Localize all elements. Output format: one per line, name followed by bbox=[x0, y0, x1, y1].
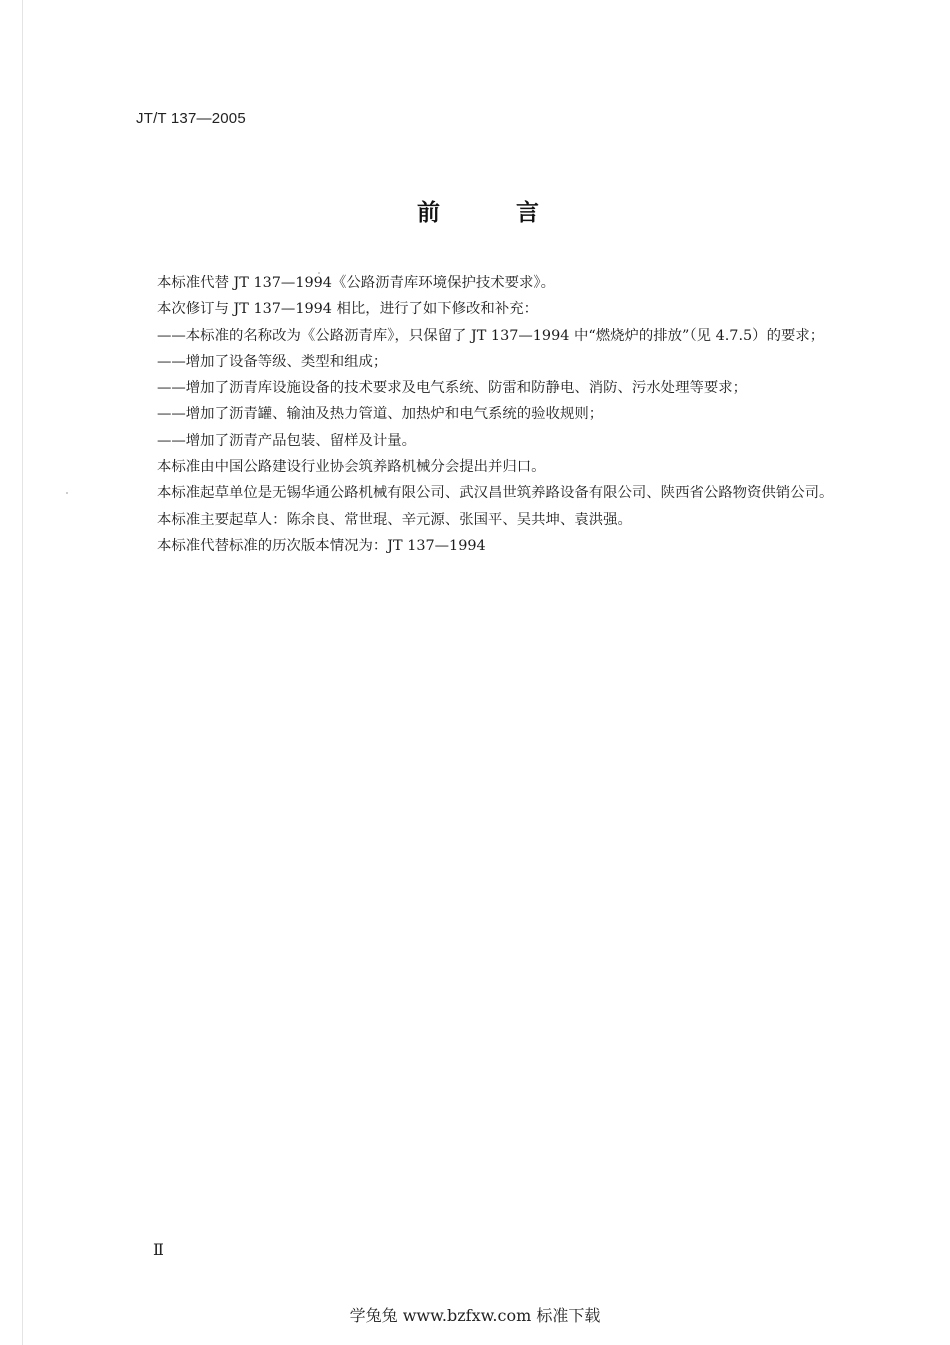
paragraph-revision-intro: 本次修订与 JT 137—1994 相比，进行了如下修改和补充： bbox=[157, 301, 538, 318]
change-item-acceptance: ——增加了沥青罐、输油及热力管道、加热炉和电气系统的验收规则； bbox=[157, 406, 604, 423]
paragraph-history: 本标准代替标准的历次版本情况为：JT 137—1994 bbox=[157, 537, 486, 554]
foreword-body bbox=[128, 270, 862, 559]
change-item-name: ——本标准的名称改为《公路沥青库》，只保留了 JT 137—1994 中“燃烧炉的排放”（见 4.7.5）的要求； bbox=[157, 327, 825, 344]
paragraph-replaces: 本标准代替 JT 137—1994《公路沥青库环境保护技术要求》。 bbox=[157, 275, 556, 291]
change-item-tech-requirements: ——增加了沥青库设施设备的技术要求及电气系统、防雷和防静电、消防、污水处理等要求； bbox=[157, 380, 748, 397]
paragraph-proposer: 本标准由中国公路建设行业协会筑养路机械分会提出并归口。 bbox=[157, 459, 546, 476]
paragraph-drafters: 本标准主要起草人：陈余良、常世琨、辛元源、张国平、吴共坤、袁洪强。 bbox=[157, 511, 632, 528]
standard-code: JT/T 137—2005 bbox=[136, 110, 246, 127]
paragraph-drafting-units: 本标准起草单位是无锡华通公路机械有限公司、武汉昌世筑养路设备有限公司、陕西省公路物资供销公司。 bbox=[157, 485, 834, 502]
page-title: 前 言 bbox=[416, 200, 573, 226]
scan-speck bbox=[66, 492, 68, 494]
page-number: Ⅱ bbox=[153, 1240, 164, 1259]
change-item-packaging: ——增加了沥青产品包装、留样及计量。 bbox=[157, 432, 417, 449]
change-item-grade: ——增加了设备等级、类型和组成； bbox=[157, 353, 388, 370]
watermark-text: 学兔兔 www.bzfxw.com 标准下载 bbox=[349, 1306, 601, 1325]
